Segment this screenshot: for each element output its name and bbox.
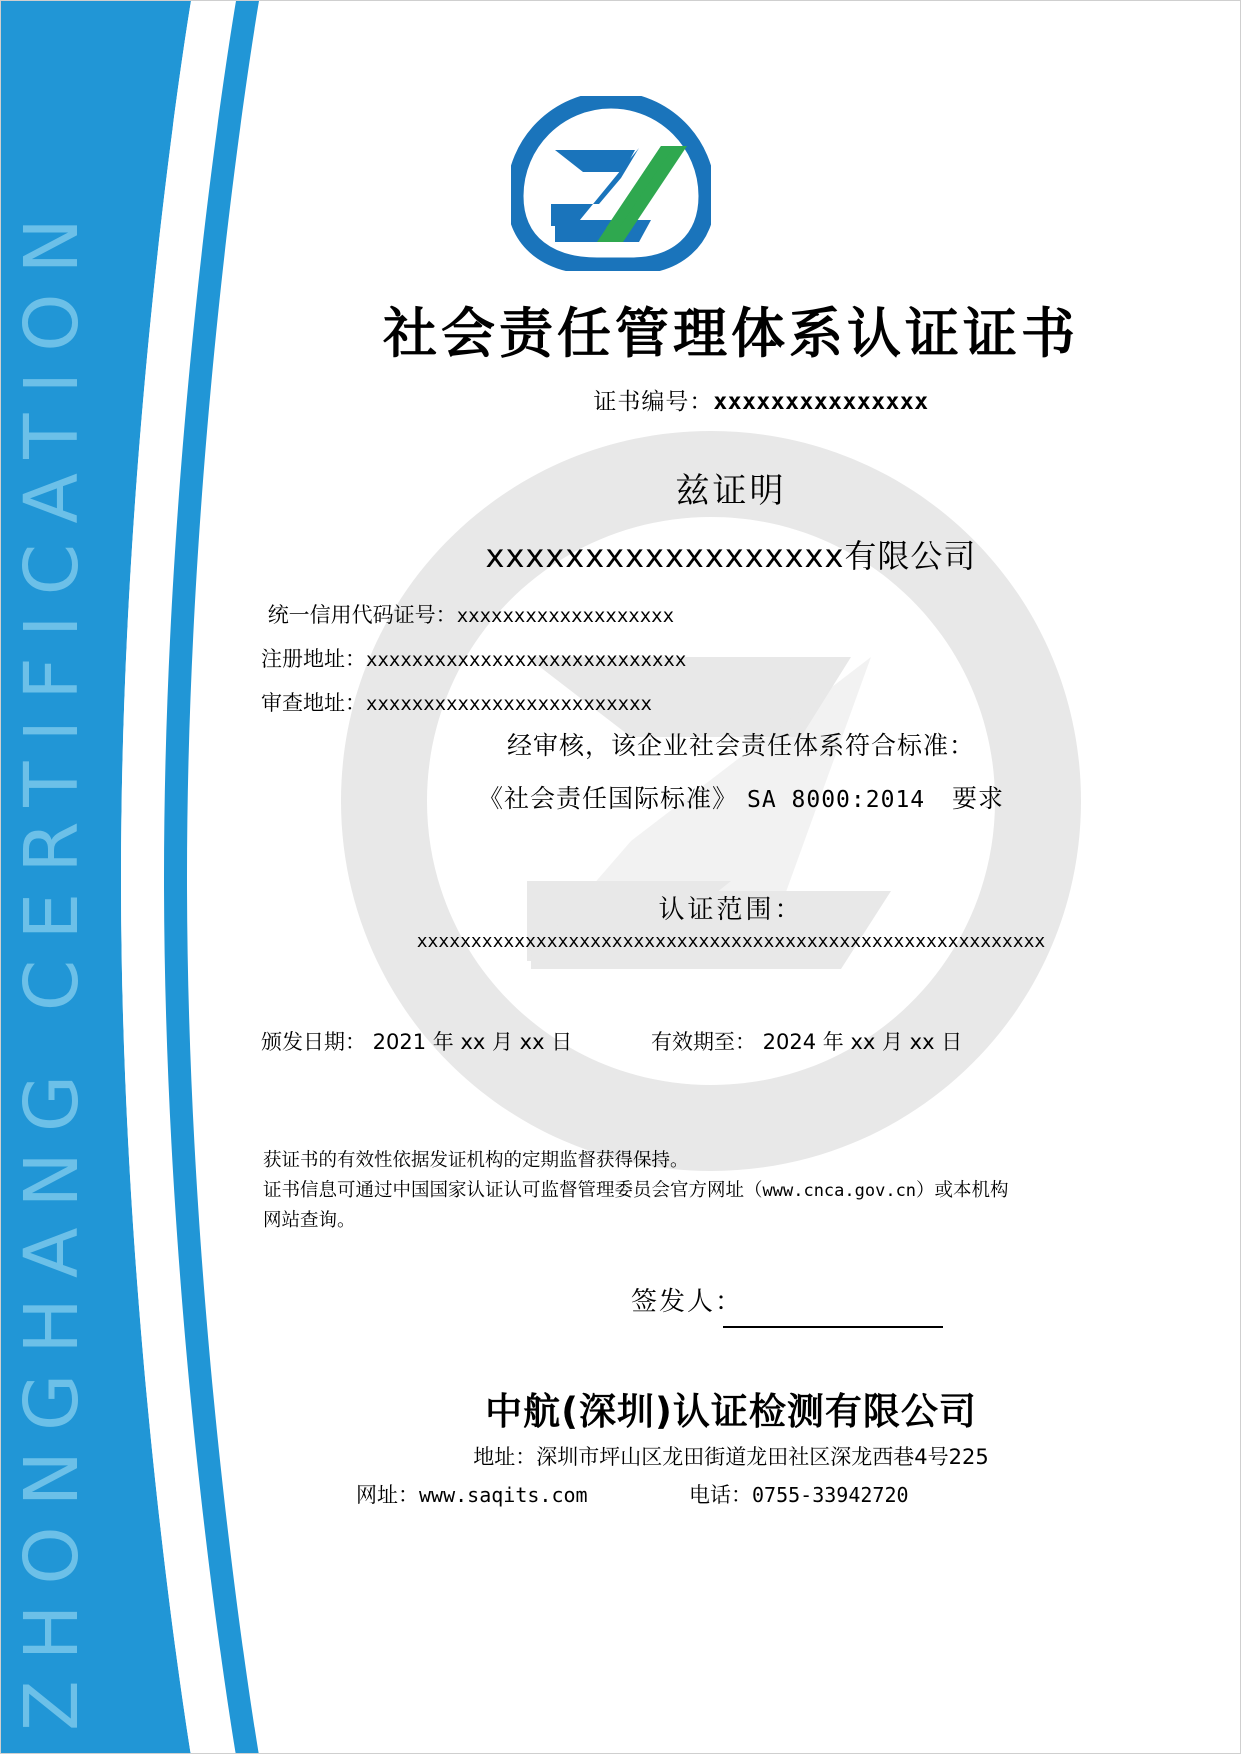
info-value-credit-code: xxxxxxxxxxxxxxxxxxx bbox=[456, 605, 675, 627]
issue-date: 颁发日期： 2021 年 xx 月 xx 日 bbox=[261, 1030, 573, 1054]
company-logo-icon bbox=[511, 96, 711, 271]
signer-label: 签发人： bbox=[631, 1287, 744, 1317]
conformity-statement: 经审核，该企业社会责任体系符合标准： bbox=[506, 731, 975, 760]
note-line-2-suffix: ）或本机构 bbox=[916, 1180, 1009, 1201]
telephone-label: 电话： bbox=[689, 1483, 752, 1507]
standard-code: SA 8000:2014 bbox=[746, 787, 926, 813]
expiry-date: 有效期至： 2024 年 xx 月 xx 日 bbox=[651, 1030, 963, 1054]
svg-text:ZHONGHANG CERTIFICATION: ZHONGHANG CERTIFICATION bbox=[9, 198, 95, 1731]
standard-suffix: 要求 bbox=[951, 784, 1004, 813]
note-line-2-prefix: 证书信息可通过中国国家认证认可监督管理委员会官方网址（ bbox=[263, 1180, 763, 1201]
info-row-audit-address bbox=[261, 687, 1181, 717]
note-line-3: 网站查询。 bbox=[263, 1210, 356, 1231]
info-row-registered-address bbox=[261, 643, 1181, 673]
company-info-block bbox=[261, 599, 1181, 731]
note-line-2 bbox=[263, 1176, 1173, 1206]
info-label-registered-address: 注册地址： bbox=[261, 647, 366, 671]
website-value: www.saqits.com bbox=[419, 1483, 588, 1507]
info-label-credit-code: 统一信用代码证号： bbox=[267, 603, 457, 627]
organization-telephone bbox=[689, 1479, 909, 1509]
notes-block bbox=[263, 1146, 1173, 1236]
standard-name: 《社会责任国际标准》 bbox=[478, 784, 739, 813]
website-label: 网址： bbox=[356, 1483, 419, 1507]
signature-line bbox=[723, 1326, 943, 1328]
info-label-audit-address: 审查地址： bbox=[261, 691, 366, 715]
certificate-number-value: xxxxxxxxxxxxxxx bbox=[713, 389, 929, 415]
certificate-number-label: 证书编号： bbox=[593, 389, 714, 415]
issuing-organization-name: 中航(深圳)认证检测有限公司 bbox=[485, 1390, 977, 1433]
hereby-certify-text: 兹证明 bbox=[675, 471, 787, 511]
issuing-organization-address: 地址：深圳市坪山区龙田街道龙田社区深龙西巷4号225 bbox=[473, 1445, 989, 1469]
note-line-1: 获证书的有效性依据发证机构的定期监督获得保持。 bbox=[263, 1150, 689, 1171]
left-blue-band bbox=[1, 1, 261, 1753]
certificate-content bbox=[261, 1, 1241, 1754]
note-cnca-url: www.cnca.gov.cn bbox=[762, 1181, 917, 1201]
info-value-audit-address: xxxxxxxxxxxxxxxxxxxxxxxxx bbox=[366, 693, 652, 715]
scope-label: 认证范围： bbox=[658, 895, 804, 925]
scope-value: xxxxxxxxxxxxxxxxxxxxxxxxxxxxxxxxxxxxxxxxxxxxxxxxxxxxxxxxxx bbox=[416, 931, 1046, 952]
organization-website bbox=[356, 1479, 588, 1509]
certificate-number bbox=[261, 383, 1241, 416]
info-value-registered-address: xxxxxxxxxxxxxxxxxxxxxxxxxxxx bbox=[366, 649, 687, 671]
telephone-value: 0755-33942720 bbox=[752, 1483, 909, 1507]
company-name: xxxxxxxxxxxxxxxxxx有限公司 bbox=[485, 537, 977, 575]
info-row-credit-code bbox=[261, 599, 1181, 629]
standard-line bbox=[261, 779, 1221, 815]
page-title: 社会责任管理体系认证证书 bbox=[383, 302, 1079, 365]
